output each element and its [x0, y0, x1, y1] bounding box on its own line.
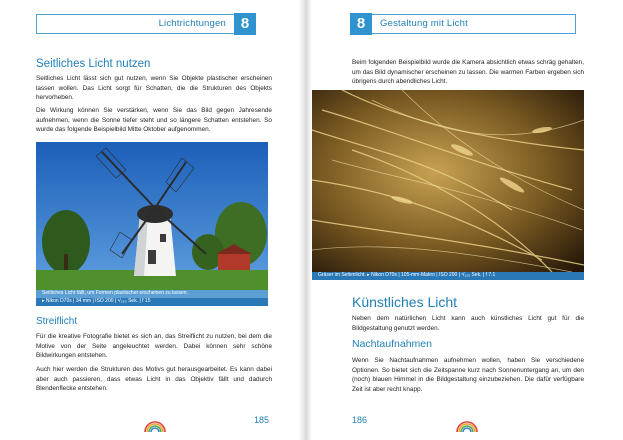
- paragraph-1-right: Beim folgenden Beispielbild wurde die Kamera absichtlich etwas schräg gehalten, um das Bild dynamischer erscheinen zu lassen. Die warmen Farben ergeben sich übrigens durch abendliches Licht.: [352, 59, 584, 86]
- windmill-photo: [36, 142, 268, 290]
- publisher-logo-right: [455, 420, 479, 434]
- chapter-title-right: Gestaltung mit Licht: [380, 18, 468, 29]
- chapter-title-left: Lichtrichtungen: [158, 18, 226, 29]
- left-page: [0, 0, 298, 440]
- publisher-logo-left: [143, 420, 167, 434]
- paragraph-2-right: Neben dem natürlichen Licht kann auch künstliches Licht gut für die Bildgestaltung genutzt werden.: [352, 315, 584, 332]
- paragraph-2-left: Die Wirkung können Sie verstärken, wenn Sie das Bild gegen Jahresende aufnehmen, wenn die Sonne tiefer steht und so längere Schatten entstehen. So wurde das folgende Beispielbild Mitte Oktober aufgenommen.: [36, 107, 272, 134]
- paragraph-4-left: Auch hier werden die Strukturen des Motivs gut herausgearbeitet. Es kann dabei aber auch passieren, dass etwas Licht in das Objektiv fällt und dadurch Blendenflecke entstehen.: [36, 366, 272, 393]
- grass-photo: [312, 90, 584, 272]
- chapter-number-badge-right: 8: [350, 13, 372, 35]
- section-heading-kuenstliches-licht: Künstliches Licht: [352, 294, 458, 310]
- paragraph-3-right: Wenn Sie Nachtaufnahmen aufnehmen wollen, haben Sie verschiedene Optionen. So bietet sich die Zeitspanne kurz nach Sonnenuntergang an, um den (noch) blauen Himmel in die Bildgestaltung einzubeziehen. Die dafür verfügbare Zeit ist aber recht knapp.: [352, 357, 584, 393]
- book-gutter: [298, 0, 312, 440]
- photo-caption-left-line-2: ▸ Nikon D70s | 34 mm | ISO 200 | ¹/₂₅₀ Sek. | f 15: [36, 298, 268, 306]
- section-heading-seitliches-licht: Seitliches Licht nutzen: [36, 58, 151, 70]
- photo-caption-left-line-1: Seitliches Licht fällt, um Formen plastischer erscheinen zu lassen.: [36, 290, 268, 298]
- chapter-number-badge-left: 8: [234, 13, 256, 35]
- section-heading-nachtaufnahmen: Nachtaufnahmen: [352, 338, 432, 350]
- paragraph-1-left: Seitliches Licht lässt sich gut nutzen, wenn Sie Objekte plastischer erscheinen lassen wollen. Das Licht sorgt für Schatten, die die Strukturen des Objekts hervorheben.: [36, 75, 272, 102]
- section-heading-streiflicht: Streiflicht: [36, 316, 78, 327]
- page-number-right: 186: [352, 415, 368, 425]
- photo-caption-right: Gräser im Seitenlicht. ▸ Nikon D70s | 105-mm-Makro | ISO 200 | ¹/₁₂₅ Sek. | f 7.1: [312, 272, 584, 280]
- chapter-header-left: [36, 14, 234, 34]
- chapter-header-right: [372, 14, 576, 34]
- page-number-left: 185: [254, 415, 270, 425]
- paragraph-3-left: Für die kreative Fotografie bietet es sich an, das Streiflicht zu nutzen, bei dem die Motive von der Seite angeleuchtet werden. Dabei können sehr schöne Bildwirkungen entstehen.: [36, 333, 272, 360]
